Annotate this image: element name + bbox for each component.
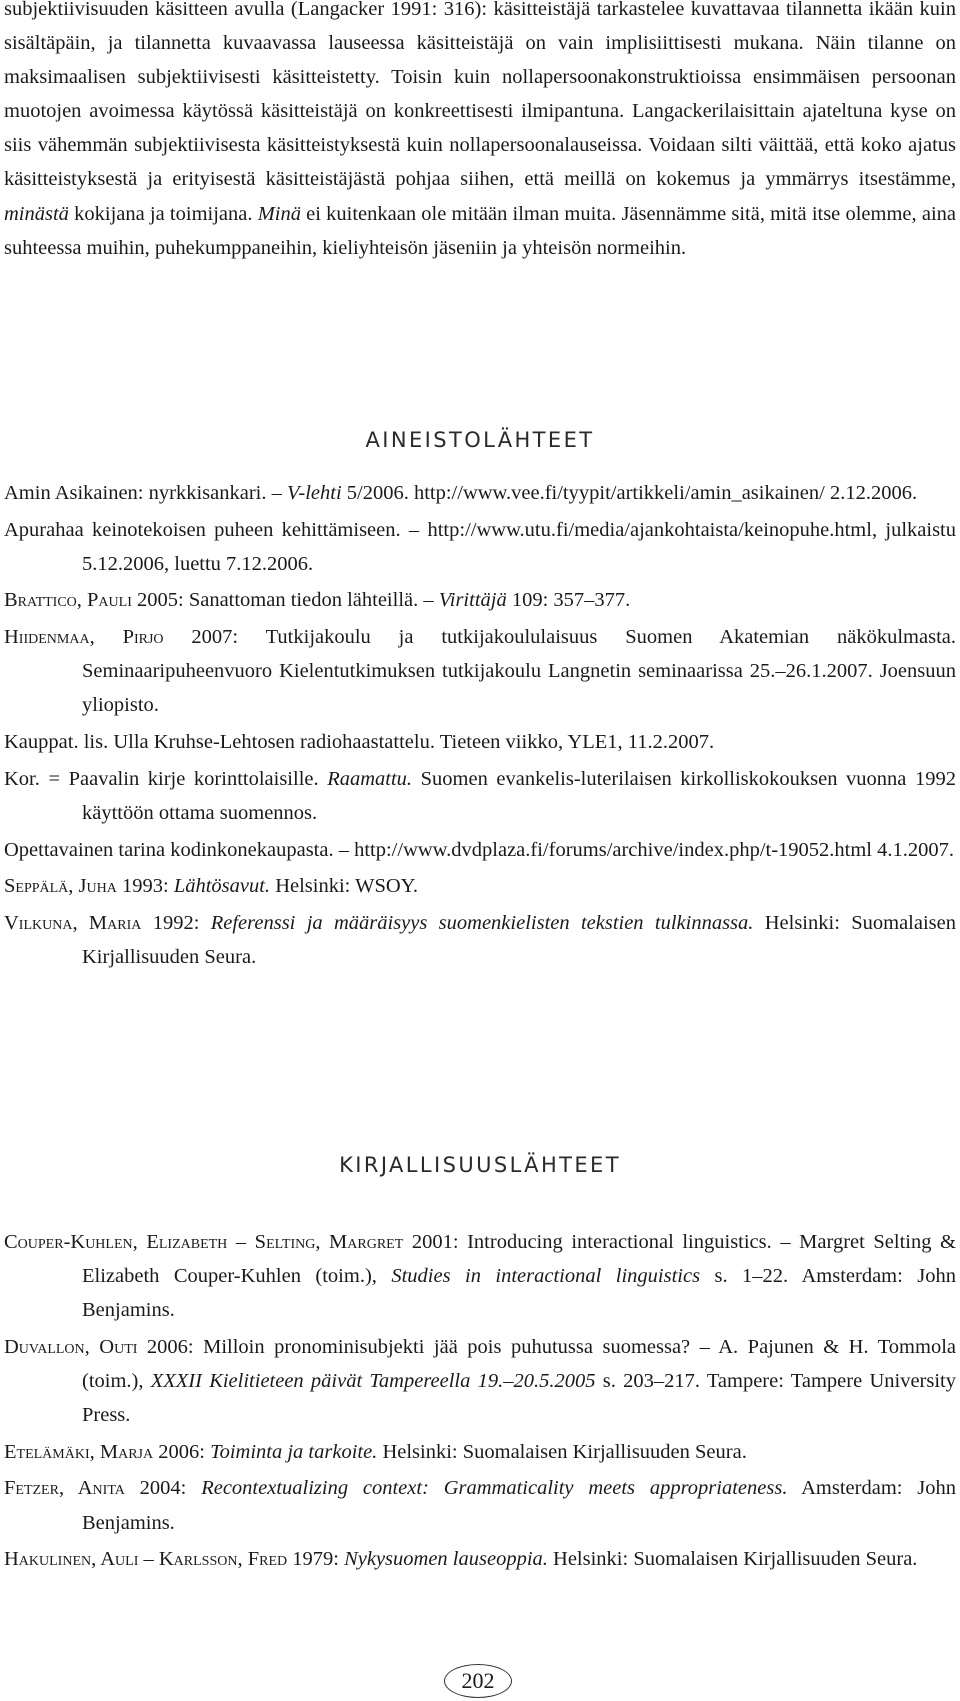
section-heading-kirjallisuuslahteet: KIRJALLISUUSLÄHTEET [339,1153,621,1177]
reference-entry [4,1542,956,1576]
text-run: Helsinki: Suomalaisen Kirjallisuuden Seura. [547,1548,918,1571]
author-name: Hakulinen, Auli – Karlsson, Fred [4,1548,288,1571]
author-name: Couper-Kuhlen, Elizabeth – Selting, Margret [4,1231,404,1253]
text-run: ei kuitenkaan ole mitään ilman muita. Jäsennämme sitä, mitä itse olemme, aina suhteessa muihin, puhekumppaneihin, kieliyhteisön jäseniin ja yhteisön normeihin. [4,202,956,259]
italic-text: minästä [4,202,69,225]
text-run: 2006: Milloin pronominisubjekti jää pois puhutussa suomessa? – A. Pajunen & H. Tommola (toim.), [82,1335,956,1392]
italic-text: Studies in interactional linguistics [391,1265,701,1288]
reference-list-kirjallisuus [4,1225,956,1579]
reference-entry [4,762,956,830]
italic-text: Minä [257,202,301,225]
reference-entry [4,1471,956,1539]
text-run: Helsinki: Suomalaisen Kirjallisuuden Seura. [377,1440,747,1463]
italic-text: Raamattu. [327,767,413,790]
italic-text: Nykysuomen lauseoppia. [344,1548,548,1571]
text-run: Suomen evankelis-luterilaisen kirkolliskokouksen vuonna 1992 käyttöön ottama suomennos. [82,767,956,824]
text-run: Kauppat. lis. Ulla Kruhse-Lehtosen radiohaastattelu. Tieteen viikko, YLE1, 11.2.2007. [4,731,715,754]
italic-text: Lähtösavut. [173,875,271,898]
reference-entry [4,1225,956,1327]
text-run: 5/2006. http://www.vee.fi/tyypit/artikkeli/amin_asikainen/ 2.12.2006. [341,482,918,504]
text-run: kokijana ja toimijana. [68,202,258,225]
text-run: 1979: [287,1548,345,1571]
author-name: Hiidenmaa, Pirjo [4,626,164,649]
text-run: 2006: [153,1440,211,1463]
reference-entry [4,1435,956,1469]
text-run: Helsinki: Suomalaisen Kirjallisuuden Seura. [82,911,956,968]
text-run: Amin Asikainen: nyrkkisankari. – [4,482,287,504]
body-paragraph [4,0,956,265]
text-run: 109: 357–377. [506,589,631,612]
italic-text: Recontextualizing context: Grammaticality meets appropriateness. [201,1477,788,1500]
reference-entry [4,869,956,903]
reference-entry [4,833,956,867]
reference-entry [4,583,956,617]
reference-entry [4,620,956,722]
author-name: Vilkuna, Maria [4,911,142,934]
author-name: Fetzer, Anita [4,1477,125,1500]
section-heading-aineistolahteet: AINEISTOLÄHTEET [365,428,595,452]
text-run: Helsinki: WSOY. [270,875,418,898]
reference-list-aineisto [4,476,956,977]
italic-text: Virittäjä [438,589,507,612]
reference-entry [4,725,956,759]
author-name: Brattico, Pauli [4,589,132,612]
text-run: s. 203–217. Tampere: Tampere University Press. [82,1369,956,1427]
text-run: Apurahaa keinotekoisen puheen kehittämiseen. – http://www.utu.fi/media/ajankohtaista/keinopuhe.html, julkaistu 5.12.2006, luettu 7.12.2006. [4,518,956,575]
text-run: Amsterdam: John Benjamins. [82,1477,957,1534]
reference-entry [4,476,956,510]
italic-text: XXXII Kielitieteen päivät Tampereella 19.–20.5.2005 [150,1369,596,1392]
text-run: subjektiivisuuden käsitteen avulla (Langacker 1991: 316): käsitteistäjä tarkastelee kuvattavaa tilannetta ikään kuin sisältäpäin, ja tilannetta kuvaavassa lauseessa käsitteistäjä on vain implisiittisesti mukana. Näin tilanne on maksimaalisen subjektiivisesti käsitteistetty. Toisin kuin nollapersoonakonstruktioissa ensimmäisen persoonan muotojen avoimessa käytössä käsitteistäjä on konkreettisesti ilmipantuna. Langackerilaisittain ajateltuna kyse on siis vähemmän subjektiivisesta käsitteistyksestä kuin nollapersoonalauseissa. Voidaan silti väittää, että koko ajatus käsitteistyksestä ja erityisestä käsitteistäjästä pohjaa siihen, että meillä on kokemus ja ymmärrys itsestämme, [4,0,956,191]
author-name: Seppälä, Juha [4,875,117,898]
text-run: 2001: Introducing interactional linguistics. – Margret Selting & Elizabeth Couper-Kuhlen (toim.), [82,1231,956,1288]
text-run: s. 1–22. Amsterdam: John Benjamins. [82,1265,956,1322]
text-run: 2005: Sanattoman tiedon lähteillä. – [131,589,439,612]
text-run: 2007: Tutkijakoulu ja tutkijakoululaisuus Suomen Akatemian näkökulmasta. Seminaaripuheenvuoro Kielentutkimuksen tutkijakoulu Langnetin seminaarissa 25.–26.1.2007. Joensuun yliopisto. [82,626,956,717]
author-name: Etelämäki, Marja [4,1440,154,1463]
italic-text: V-lehti [286,482,342,504]
reference-entry [4,906,956,974]
text-run: 1993: [116,875,174,898]
text-run: 1992: [141,911,211,934]
text-run: 2004: [124,1477,202,1500]
reference-entry [4,1330,956,1432]
text-run: Opettavainen tarina kodinkonekaupasta. – http://www.dvdplaza.fi/forums/archive/index.php/t-19052.html 4.1.2007. [4,838,954,861]
text-run: Kor. = Paavalin kirje korinttolaisille. [4,767,328,790]
page-number: 202 [444,1664,512,1698]
reference-entry [4,513,956,581]
author-name: Duvallon, Outi [4,1335,138,1358]
italic-text: Referenssi ja määräisyys suomenkielisten tekstien tulkinnassa. [210,911,754,934]
italic-text: Toiminta ja tarkoite. [210,1440,378,1463]
